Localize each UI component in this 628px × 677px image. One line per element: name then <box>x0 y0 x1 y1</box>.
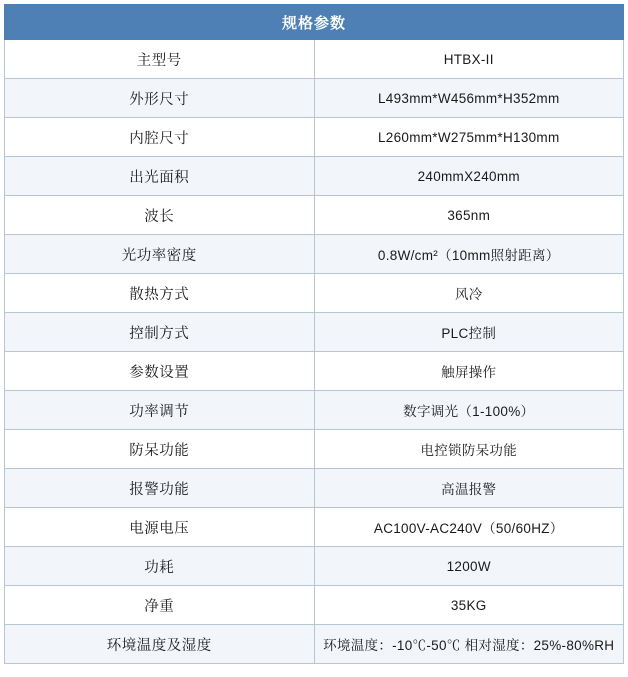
spec-value: 高温报警 <box>314 469 624 508</box>
spec-label: 环境温度及湿度 <box>5 625 315 664</box>
spec-value: 240mmX240mm <box>314 157 624 196</box>
table-row <box>5 118 624 157</box>
spec-label: 功率调节 <box>5 391 315 430</box>
spec-value: 触屏操作 <box>314 352 624 391</box>
spec-value: PLC控制 <box>314 313 624 352</box>
spec-value: L260mm*W275mm*H130mm <box>314 118 624 157</box>
spec-value: L493mm*W456mm*H352mm <box>314 79 624 118</box>
spec-label: 主型号 <box>5 40 315 79</box>
table-row <box>5 625 624 664</box>
table-row <box>5 469 624 508</box>
table-row <box>5 508 624 547</box>
spec-value: 35KG <box>314 586 624 625</box>
spec-label: 控制方式 <box>5 313 315 352</box>
table-row <box>5 79 624 118</box>
table-row <box>5 586 624 625</box>
spec-label: 外形尺寸 <box>5 79 315 118</box>
table-row <box>5 313 624 352</box>
table-body <box>5 40 624 664</box>
table-title: 规格参数 <box>5 5 624 40</box>
table-row <box>5 391 624 430</box>
spec-value: 1200W <box>314 547 624 586</box>
spec-label: 内腔尺寸 <box>5 118 315 157</box>
table-header-row <box>5 5 624 40</box>
spec-label: 波长 <box>5 196 315 235</box>
spec-label: 光功率密度 <box>5 235 315 274</box>
table-row <box>5 235 624 274</box>
spec-value: 数字调光（1-100%） <box>314 391 624 430</box>
spec-value: 365nm <box>314 196 624 235</box>
spec-value: 环境温度：-10℃-50℃ 相对湿度：25%-80%RH <box>314 625 624 664</box>
spec-value: 0.8W/cm²（10mm照射距离） <box>314 235 624 274</box>
spec-label: 功耗 <box>5 547 315 586</box>
spec-value: 电控锁防呆功能 <box>314 430 624 469</box>
table-row <box>5 274 624 313</box>
spec-label: 报警功能 <box>5 469 315 508</box>
spec-label: 净重 <box>5 586 315 625</box>
spec-value: 风冷 <box>314 274 624 313</box>
specification-table <box>4 4 624 664</box>
table-row <box>5 40 624 79</box>
spec-label: 出光面积 <box>5 157 315 196</box>
table-row <box>5 547 624 586</box>
table-row <box>5 352 624 391</box>
spec-value: HTBX-II <box>314 40 624 79</box>
spec-label: 散热方式 <box>5 274 315 313</box>
spec-label: 电源电压 <box>5 508 315 547</box>
spec-label: 防呆功能 <box>5 430 315 469</box>
spec-value: AC100V-AC240V（50/60HZ） <box>314 508 624 547</box>
table-row <box>5 157 624 196</box>
table-row <box>5 430 624 469</box>
table-row <box>5 196 624 235</box>
spec-label: 参数设置 <box>5 352 315 391</box>
